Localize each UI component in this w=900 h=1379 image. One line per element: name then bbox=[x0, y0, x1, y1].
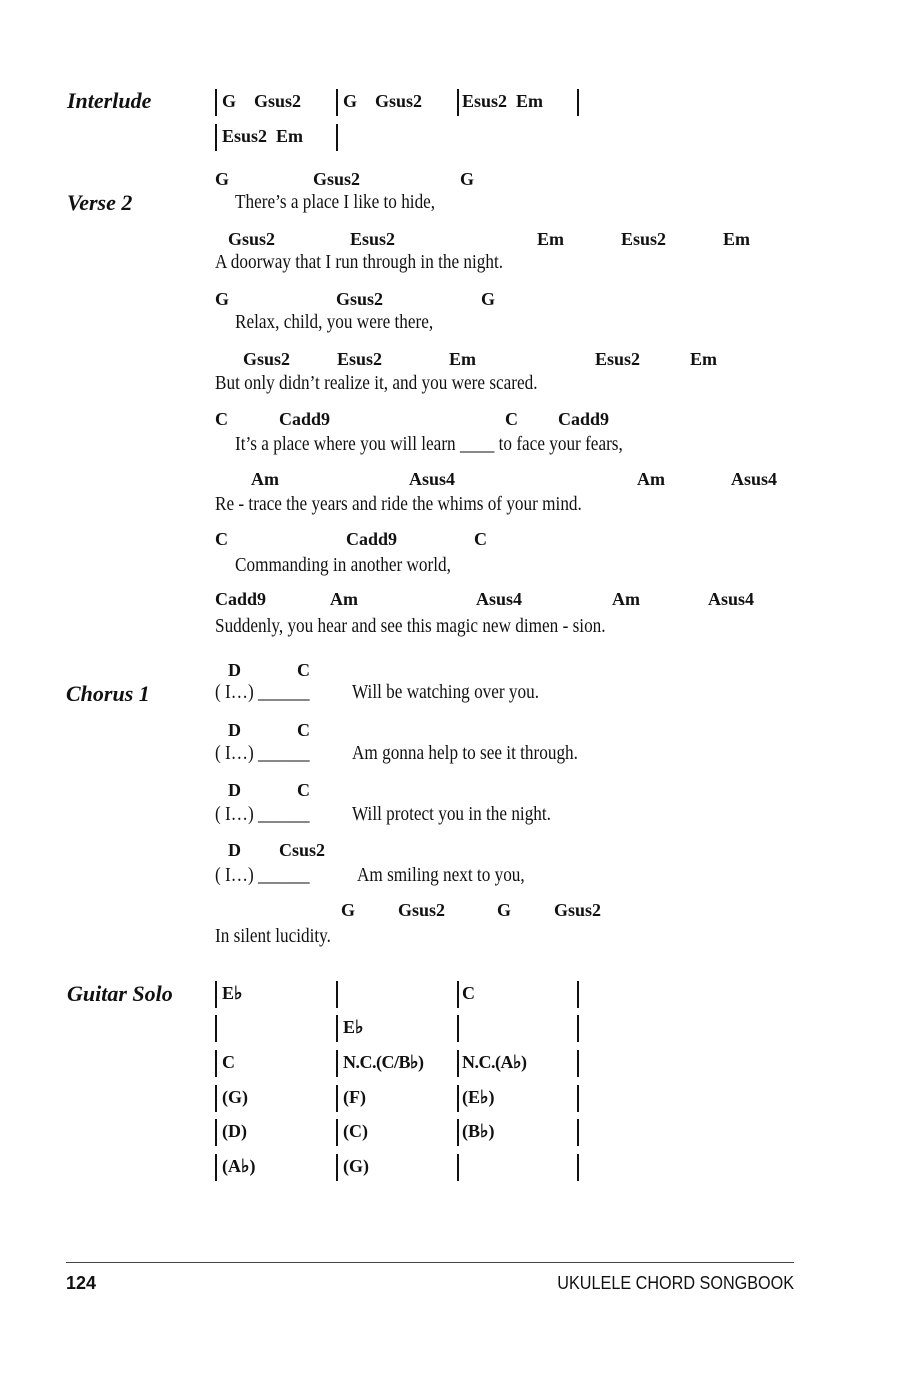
chord: Am bbox=[637, 469, 665, 489]
book-title: UKULELE CHORD SONGBOOK bbox=[557, 1273, 794, 1293]
page-number: 124 bbox=[66, 1273, 97, 1293]
chord: C bbox=[297, 780, 310, 800]
lyric-line: Commanding in another world, bbox=[235, 554, 451, 576]
chord: Cadd9 bbox=[558, 409, 610, 429]
solo-chord: E♭ bbox=[343, 1017, 364, 1037]
chord: Asus4 bbox=[708, 589, 755, 609]
chord: Em bbox=[723, 229, 750, 249]
section-label-chorus-1: Chorus 1 bbox=[66, 681, 150, 706]
chord: Csus2 bbox=[279, 840, 326, 860]
chord: C bbox=[474, 529, 487, 549]
chord: G bbox=[215, 289, 230, 309]
lyric-line: In silent lucidity. bbox=[215, 925, 331, 947]
chord: D bbox=[228, 720, 241, 740]
solo-chord: (G) bbox=[343, 1156, 369, 1176]
chord: D bbox=[228, 780, 241, 800]
chord: Esus2 bbox=[337, 349, 383, 369]
interlude-chord: Esus2 Em bbox=[222, 126, 304, 146]
chord: C bbox=[505, 409, 518, 429]
chord: C bbox=[215, 409, 228, 429]
section-label-guitar-solo: Guitar Solo bbox=[67, 981, 173, 1006]
section-label-interlude: Interlude bbox=[67, 88, 152, 113]
lyric-lead: ( I…) ______ bbox=[215, 803, 310, 825]
solo-chord: (A♭) bbox=[222, 1156, 256, 1176]
solo-chord: N.C.(C/B♭) bbox=[343, 1052, 424, 1072]
chord: G bbox=[481, 289, 496, 309]
chord: Cadd9 bbox=[346, 529, 398, 549]
solo-chord: N.C.(A♭) bbox=[462, 1052, 527, 1072]
interlude-chord: G Gsus2 bbox=[222, 91, 302, 111]
chord: Gsus2 bbox=[228, 229, 276, 249]
solo-chord: (F) bbox=[343, 1087, 366, 1107]
chord: C bbox=[215, 529, 228, 549]
chord: D bbox=[228, 840, 241, 860]
chord: Em bbox=[537, 229, 564, 249]
chord: G bbox=[341, 900, 356, 920]
solo-chord: (D) bbox=[222, 1121, 247, 1141]
chord: D bbox=[228, 660, 241, 680]
chord: Esus2 bbox=[350, 229, 396, 249]
lyric-lead: ( I…) ______ bbox=[215, 681, 310, 703]
interlude-chord: G Gsus2 bbox=[343, 91, 423, 111]
solo-chord: C bbox=[222, 1052, 235, 1072]
chord: Gsus2 bbox=[398, 900, 446, 920]
solo-chord: (E♭) bbox=[462, 1087, 495, 1107]
lyric-line: Am smiling next to you, bbox=[357, 864, 525, 886]
lyric-line: There’s a place I like to hide, bbox=[235, 191, 436, 213]
chord: C bbox=[297, 660, 310, 680]
chord: Asus4 bbox=[476, 589, 523, 609]
interlude-chord: Esus2 Em bbox=[462, 91, 544, 111]
chord: Em bbox=[690, 349, 717, 369]
chord: G bbox=[460, 169, 475, 189]
chord: Cadd9 bbox=[215, 589, 267, 609]
lyric-line: Suddenly, you hear and see this magic new dimen - sion. bbox=[215, 615, 606, 637]
chord: Asus4 bbox=[409, 469, 456, 489]
lyric-line: Am gonna help to see it through. bbox=[352, 742, 578, 764]
chord: Esus2 bbox=[595, 349, 641, 369]
lyric-lead: ( I…) ______ bbox=[215, 864, 310, 886]
lyric-lead: ( I…) ______ bbox=[215, 742, 310, 764]
chord: Gsus2 bbox=[336, 289, 384, 309]
solo-chord: (C) bbox=[343, 1121, 368, 1141]
chord: Gsus2 bbox=[243, 349, 291, 369]
footer-rule bbox=[66, 1262, 794, 1263]
section-label-verse-2: Verse 2 bbox=[67, 190, 133, 215]
lyric-line: Relax, child, you were there, bbox=[235, 311, 434, 333]
solo-chord: (G) bbox=[222, 1087, 248, 1107]
solo-chord: C bbox=[462, 983, 475, 1003]
chord: Am bbox=[251, 469, 279, 489]
lyric-line: Will be watching over you. bbox=[352, 681, 540, 703]
chord: G bbox=[497, 900, 512, 920]
chord: Em bbox=[449, 349, 476, 369]
chord: Esus2 bbox=[621, 229, 667, 249]
chord: Gsus2 bbox=[554, 900, 602, 920]
lyric-line: Will protect you in the night. bbox=[352, 803, 551, 825]
chord: Am bbox=[612, 589, 640, 609]
chord: C bbox=[297, 720, 310, 740]
solo-chord: E♭ bbox=[222, 983, 243, 1003]
lyric-line: Re - trace the years and ride the whims of your mind. bbox=[215, 493, 582, 515]
lyric-line: But only didn’t realize it, and you were scared. bbox=[215, 372, 538, 394]
solo-chord: (B♭) bbox=[462, 1121, 495, 1141]
lyric-line: It’s a place where you will learn ____ to face your fears, bbox=[235, 433, 623, 455]
chord: Gsus2 bbox=[313, 169, 361, 189]
lyric-line: A doorway that I run through in the night. bbox=[215, 251, 504, 273]
chord: Am bbox=[330, 589, 358, 609]
chord: G bbox=[215, 169, 230, 189]
chord: Asus4 bbox=[731, 469, 778, 489]
chord: Cadd9 bbox=[279, 409, 331, 429]
